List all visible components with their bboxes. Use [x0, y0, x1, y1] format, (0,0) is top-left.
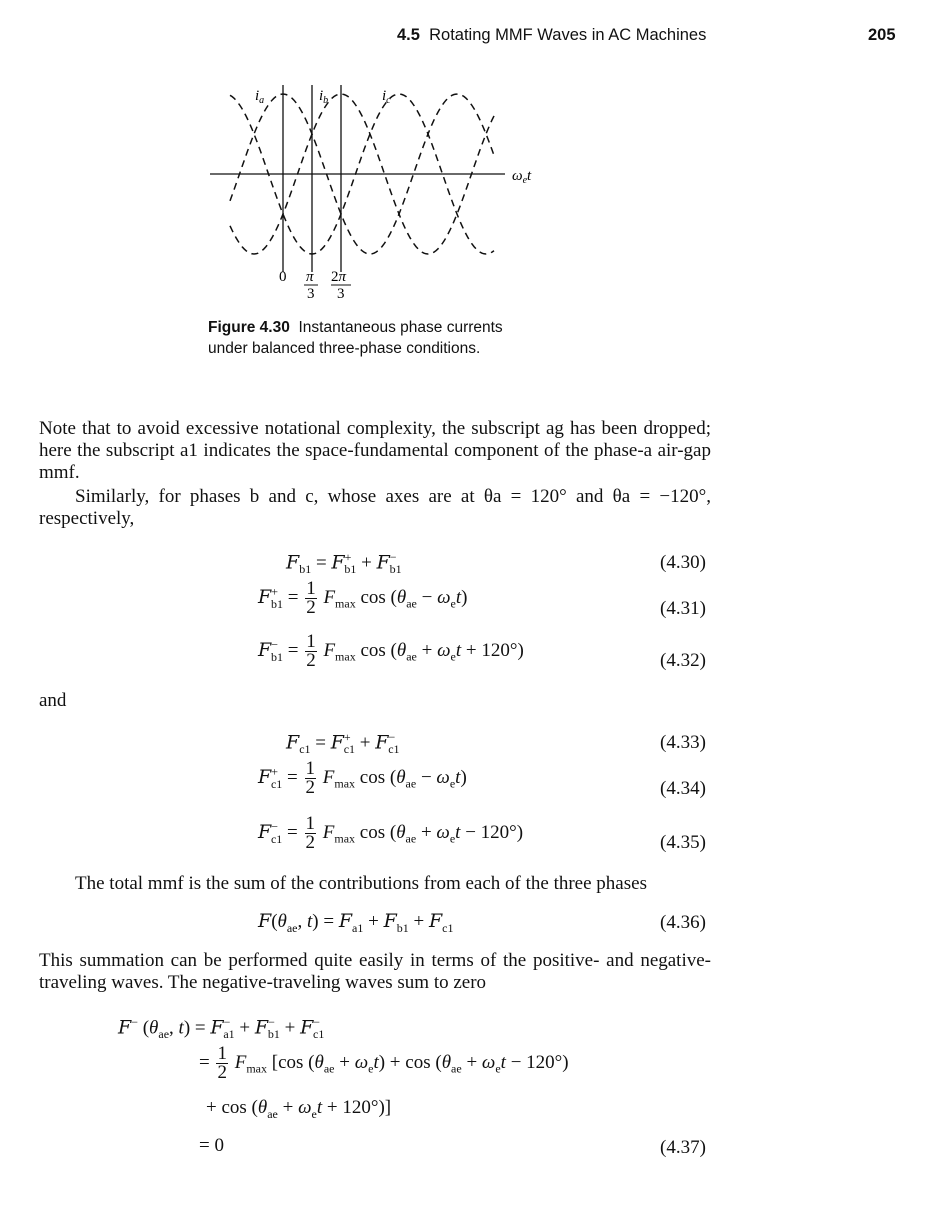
equation-4-31: $F^+_{b1}$ = $\frac{1}{2}$ $F_{max}$ $\cos (\theta_{ae} - \omega_et)$ — [258, 578, 468, 618]
equation-number: (4.36) — [660, 912, 706, 933]
equation-4-33: $F_{c1} = F^+_{c1} + F^-_{c1}$ — [286, 730, 400, 757]
paragraph-2: Similarly, for phases b and c, whose axes are at θa = 120° and θa = −120°, respectively, — [39, 486, 711, 529]
equation-number: (4.37) — [660, 1137, 706, 1158]
figure-caption-text: Instantaneous phase currents under balanced three-phase conditions. — [208, 319, 503, 357]
page-number: 205 — [868, 26, 896, 44]
equation-number: (4.31) — [660, 598, 706, 619]
equation-4-36: $F(\theta_{ae}$, $t) = F_{a1} + F_{b1} + F_{c1}$ — [258, 910, 454, 935]
conjunction-and: and — [39, 690, 67, 711]
equation-number: (4.33) — [660, 732, 706, 753]
paragraph-1: Note that to avoid excessive notational complexity, the subscript ag has been dropped; here the subscript a1 indicates the space-fundamental component of the phase-a air-gap mmf. — [39, 418, 711, 483]
tick-label-0: 0 — [279, 269, 287, 285]
running-header — [397, 26, 706, 45]
tick-label-2pi3-den: 3 — [337, 286, 345, 302]
equation-number: (4.32) — [660, 650, 706, 671]
equation-4-37-line-2: = $\frac{1}{2}$ $F_{max}$ [cos $(\theta_{ae} + \omega_et) + \cos (\theta_{ae} + \omega_et - 120^\circ)$ — [199, 1043, 569, 1083]
equation-number: (4.30) — [660, 552, 706, 573]
label-ic: $i_c$ — [382, 88, 391, 106]
tick-label-2pi3-num: 2π — [331, 269, 347, 285]
equation-4-37-line-4: = 0 — [199, 1135, 224, 1156]
equation-4-30: $F_{b1} = F^+_{b1} + F^-_{b1}$ — [286, 550, 402, 577]
label-ia: $i_a$ — [255, 88, 265, 106]
axis-label-omega-t: $\omega_et$ — [512, 168, 532, 186]
figure-label: Figure 4.30 — [208, 319, 290, 336]
paragraph-4: This summation can be performed quite easily in terms of the positive- and negative-traveling waves. The negative-traveling waves sum to zero — [39, 950, 711, 993]
equation-number: (4.35) — [660, 832, 706, 853]
equation-4-37-line-1: F− ($\theta_{ae}$, $t) = F^-_{a1} + F^-_{b1} + F^-_{c1}$ — [118, 1015, 325, 1042]
section-number: 4.5 — [397, 26, 420, 44]
tick-label-pi3-den: 3 — [307, 286, 315, 302]
equation-4-35: $F^-_{c1}$ = $\frac{1}{2}$ $F_{max}$ $\cos (\theta_{ae} + \omega_et - 120^\circ)$ — [258, 813, 524, 853]
label-ib: $i_b$ — [319, 88, 329, 106]
three-phase-current-figure — [200, 80, 560, 305]
paragraph-3: The total mmf is the sum of the contributions from each of the three phases — [75, 873, 647, 894]
equation-4-32: $F^-_{b1}$ = $\frac{1}{2}$ $F_{max}$ $\cos (\theta_{ae} + \omega_et + 120^\circ)$ — [258, 631, 524, 671]
section-title: Rotating MMF Waves in AC Machines — [429, 26, 707, 44]
equation-4-37-line-3: + $\cos (\theta_{ae} + \omega_et + 120^\circ)$] — [206, 1097, 392, 1121]
tick-label-pi3-num: π — [306, 269, 314, 285]
figure-caption — [208, 318, 508, 359]
equation-4-34: $F^+_{c1}$ = $\frac{1}{2}$ $F_{max}$ $\cos (\theta_{ae} - \omega_et)$ — [258, 758, 467, 798]
equation-number: (4.34) — [660, 778, 706, 799]
